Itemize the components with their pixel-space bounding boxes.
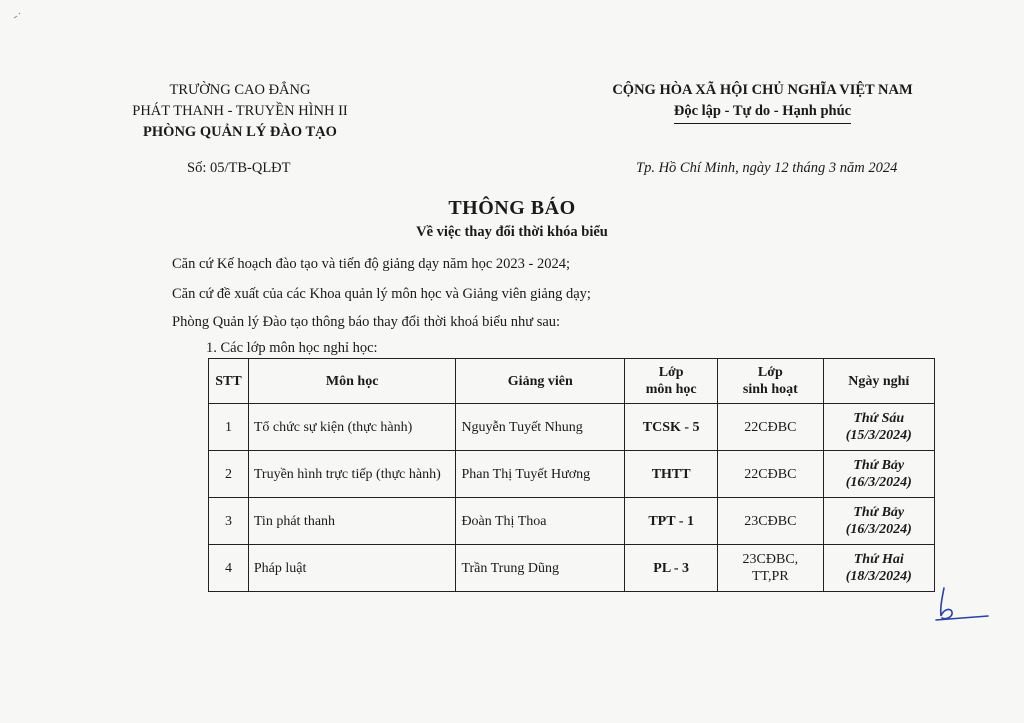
header-teacher: Giảng viên	[456, 359, 625, 404]
row-class: THTT	[625, 451, 718, 498]
row-group: 22CĐBC	[718, 404, 823, 451]
row-teacher: Nguyễn Tuyết Nhung	[456, 404, 625, 451]
document-date: Tp. Hồ Chí Minh, ngày 12 tháng 3 năm 2024	[636, 160, 898, 176]
row-teacher: Đoàn Thị Thoa	[456, 498, 625, 545]
row-group-line2: TT,PR	[751, 569, 789, 584]
row-day-name: Thứ Bảy	[853, 458, 905, 473]
table-row	[209, 498, 935, 545]
row-group-line1: 23CĐBC,	[742, 552, 799, 567]
row-teacher: Phan Thị Tuyết Hương	[456, 451, 625, 498]
row-subject: Tin phát thanh	[248, 498, 456, 545]
row-day	[823, 404, 935, 451]
issuer-school: TRƯỜNG CAO ĐẲNG	[169, 82, 311, 98]
row-subject: Tổ chức sự kiện (thực hành)	[248, 404, 456, 451]
table-row	[209, 545, 935, 592]
row-day-name: Thứ Sáu	[853, 411, 905, 426]
row-class: TPT - 1	[625, 498, 718, 545]
row-day-date: (18/3/2024)	[845, 569, 912, 584]
row-day-date: (15/3/2024)	[845, 428, 912, 443]
row-stt: 3	[209, 498, 249, 545]
row-stt: 4	[209, 545, 249, 592]
row-day-name: Thứ Hai	[853, 552, 904, 567]
document-title: THÔNG BÁO	[448, 197, 576, 219]
header-class	[625, 359, 718, 404]
row-day	[823, 545, 935, 592]
row-subject: Truyền hình trực tiếp (thực hành)	[248, 451, 456, 498]
issuer-header	[110, 80, 370, 143]
issuer-department: PHÒNG QUẢN LÝ ĐÀO TẠO	[143, 124, 337, 140]
row-teacher: Trần Trung Dũng	[456, 545, 625, 592]
header-group	[718, 359, 823, 404]
issuer-school-name: PHÁT THANH - TRUYỀN HÌNH II	[132, 103, 348, 119]
header-day: Ngày nghỉ	[823, 359, 935, 404]
header-stt: STT	[209, 359, 249, 404]
row-stt: 1	[209, 404, 249, 451]
paragraph-basis-plan: Căn cứ Kế hoạch đào tạo và tiến độ giảng dạy năm học 2023 - 2024;	[172, 256, 571, 272]
row-class: TCSK - 5	[625, 404, 718, 451]
row-day-name: Thứ Bảy	[853, 505, 905, 520]
header-class-line1: Lớp	[658, 365, 684, 380]
row-subject: Pháp luật	[248, 545, 456, 592]
paragraph-basis-proposal: Căn cứ đề xuất của các Khoa quản lý môn học và Giảng viên giảng dạy;	[172, 286, 591, 302]
row-group: 22CĐBC	[718, 451, 823, 498]
row-day	[823, 451, 935, 498]
national-header	[585, 80, 940, 124]
row-stt: 2	[209, 451, 249, 498]
scan-mark	[10, 8, 30, 28]
row-class: PL - 3	[625, 545, 718, 592]
row-group	[718, 545, 823, 592]
national-title: CỘNG HÒA XÃ HỘI CHỦ NGHĨA VIỆT NAM	[612, 82, 913, 98]
paragraph-announcement: Phòng Quản lý Đào tạo thông báo thay đổi thời khoá biểu như sau:	[172, 314, 561, 330]
row-day-date: (16/3/2024)	[845, 522, 912, 537]
header-group-line2: sinh hoạt	[742, 382, 798, 397]
row-day-date: (16/3/2024)	[845, 475, 912, 490]
schedule-table	[208, 358, 935, 592]
row-day	[823, 498, 935, 545]
document-number: Số: 05/TB-QLĐT	[187, 160, 291, 176]
national-motto: Độc lập - Tự do - Hạnh phúc	[674, 101, 851, 124]
table-header-row	[209, 359, 935, 404]
table-row	[209, 404, 935, 451]
header-subject: Môn học	[248, 359, 456, 404]
document-subtitle: Về việc thay đổi thời khóa biểu	[416, 224, 608, 240]
table-row	[209, 451, 935, 498]
initial-signature	[930, 580, 990, 630]
header-group-line1: Lớp	[757, 365, 783, 380]
section-heading: 1. Các lớp môn học nghỉ học:	[206, 340, 378, 356]
row-group: 23CĐBC	[718, 498, 823, 545]
header-class-line2: môn học	[645, 382, 697, 397]
